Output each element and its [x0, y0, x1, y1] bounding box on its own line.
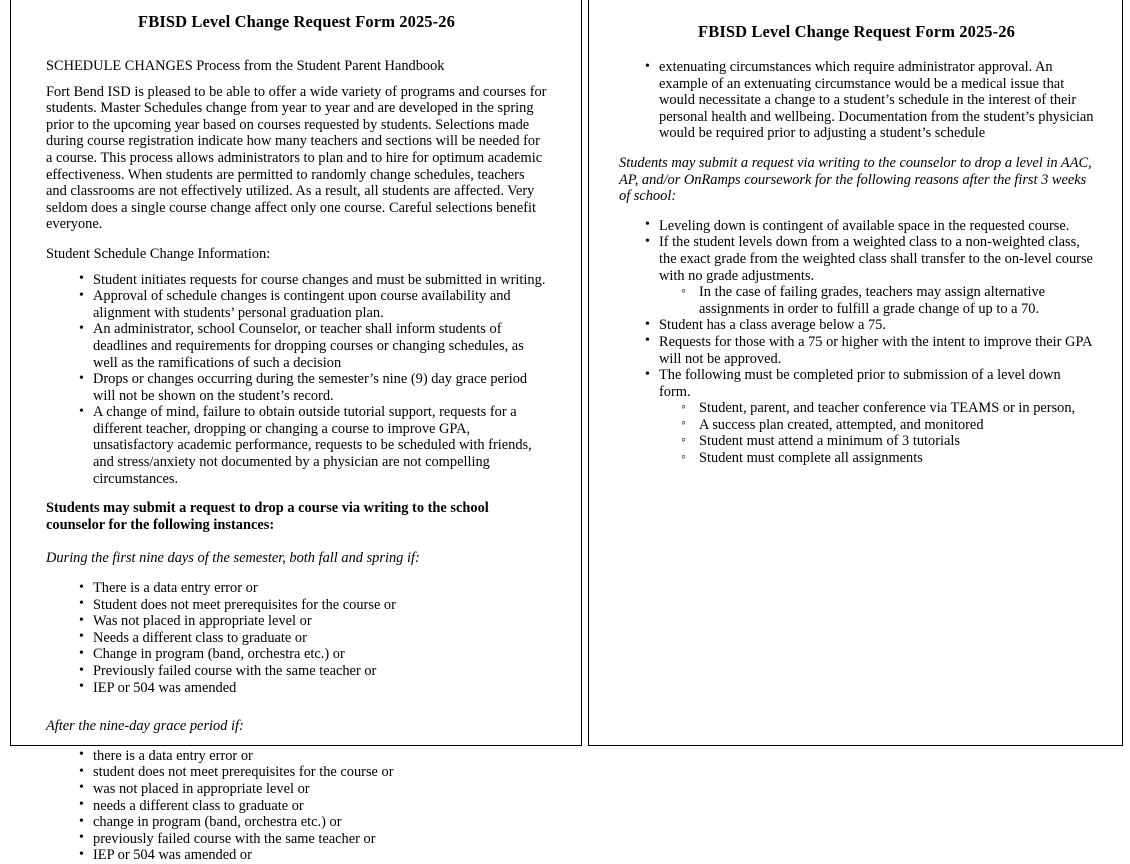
list-item: • Was not placed in appropriate level or: [46, 613, 547, 630]
after-grace-period-list: [46, 748, 547, 864]
list-item: • Student has a class average below a 75.: [619, 317, 1094, 334]
intro-paragraph: Fort Bend ISD is pleased to be able to offer a wide variety of programs and courses for students. Master Schedules change from year to year and are developed in the spring prior to the upcoming year based on courses requested by students. Selections made during course registration indicate how many teachers and sections will be needed for a course. This process allows administrators to plan and to hire for optimum academic effectiveness. When students are permitted to randomly change schedules, teachers and classrooms are not effectively utilized. As a result, all students are affected. Very seldom does a single course change affect only one course. Careful selections benefit everyone.: [46, 83, 547, 233]
list-item: • needs a different class to graduate or: [46, 798, 547, 815]
page-title: FBISD Level Change Request Form 2025-26: [698, 22, 1015, 41]
list-item: • Student does not meet prerequisites for the course or: [46, 597, 547, 614]
list-item: ◦ In the case of failing grades, teachers may assign alternative assignments in order to fulfill a grade change of up to a 70.: [659, 284, 1094, 317]
page-title: FBISD Level Change Request Form 2025-26: [138, 12, 455, 31]
failing-grades-sublist: [659, 284, 1094, 317]
list-item: • student does not meet prerequisites for the course or: [46, 764, 547, 781]
level-drop-heading: Students may submit a request via writing to the counselor to drop a level in AAC, AP, and/or OnRamps coursework for the following reasons after the first 3 weeks of school:: [619, 154, 1092, 205]
list-item: • IEP or 504 was amended or: [46, 847, 547, 864]
prerequisite-steps-sublist: [659, 400, 1094, 466]
list-item: • Student initiates requests for course changes and must be submitted in writing.: [46, 272, 547, 289]
first-nine-days-heading: During the first nine days of the semester, both fall and spring if:: [46, 550, 420, 567]
list-item: • Drops or changes occurring during the semester’s nine (9) day grace period will not be shown on the student’s record.: [46, 371, 547, 404]
list-item-text: The following must be completed prior to submission of a level down form.: [659, 367, 1061, 400]
list-item: • A change of mind, failure to obtain outside tutorial support, requests for a different teacher, dropping or changing a course to improve GPA, unsatisfactory academic performance, requests to be scheduled with friends, and stress/anxiety not documented by a physician are not compelling circumstances.: [46, 404, 547, 487]
list-item: • Change in program (band, orchestra etc.) or: [46, 646, 547, 663]
first-nine-days-list: [46, 580, 547, 696]
list-item: • Approval of schedule changes is contingent upon course availability and alignment with students’ personal graduation plan.: [46, 288, 547, 321]
list-item: • Requests for those with a 75 or higher with the intent to improve their GPA will not be approved.: [619, 334, 1094, 367]
list-item: • There is a data entry error or: [46, 580, 547, 597]
after-grace-period-heading: After the nine-day grace period if:: [46, 718, 244, 735]
list-item: • IEP or 504 was amended: [46, 680, 547, 697]
list-item: ◦ A success plan created, attempted, and monitored: [659, 417, 1094, 434]
document-page-2: [588, 0, 1123, 746]
level-drop-reasons-list: [619, 218, 1094, 467]
schedule-changes-heading: SCHEDULE CHANGES Process from the Student Parent Handbook: [46, 58, 445, 74]
list-item: • there is a data entry error or: [46, 748, 547, 765]
list-item: • Needs a different class to graduate or: [46, 630, 547, 647]
list-item: • previously failed course with the same teacher or: [46, 831, 547, 848]
document-page-1: [10, 0, 582, 864]
list-item-text: If the student levels down from a weighted class to a non-weighted class, the exact grade from the weighted class shall transfer to the on-level course with no grade adjustments.: [659, 234, 1093, 284]
list-item: ◦ Student, parent, and teacher conference via TEAMS or in person,: [659, 400, 1094, 417]
list-item: • Previously failed course with the same teacher or: [46, 663, 547, 680]
list-item: • was not placed in appropriate level or: [46, 781, 547, 798]
list-item: [619, 234, 1094, 317]
continued-bullet-list: [619, 59, 1094, 142]
list-item: • change in program (band, orchestra etc.) or: [46, 814, 547, 831]
list-item: • extenuating circumstances which require administrator approval. An example of an extenuating circumstance would be a medical issue that would necessitate a change to a student’s schedule in the interest of their personal health and wellbeing. Documentation from the student’s physician would be required prior to adjusting a student’s schedule: [619, 59, 1094, 142]
drop-course-heading: Students may submit a request to drop a course via writing to the school counselor for the following instances:: [46, 500, 489, 533]
list-item: ◦ Student must complete all assignments: [659, 450, 1094, 467]
list-item: [619, 367, 1094, 467]
list-item: • An administrator, school Counselor, or teacher shall inform students of deadlines and requirements for dropping courses or changing schedules, as well as the ramifications of such a decision: [46, 321, 547, 371]
schedule-change-information-list: [46, 272, 547, 488]
list-item: • Leveling down is contingent of available space in the requested course.: [619, 218, 1094, 235]
student-schedule-change-information-heading: Student Schedule Change Information:: [46, 245, 271, 262]
list-item: ◦ Student must attend a minimum of 3 tutorials: [659, 433, 1094, 450]
